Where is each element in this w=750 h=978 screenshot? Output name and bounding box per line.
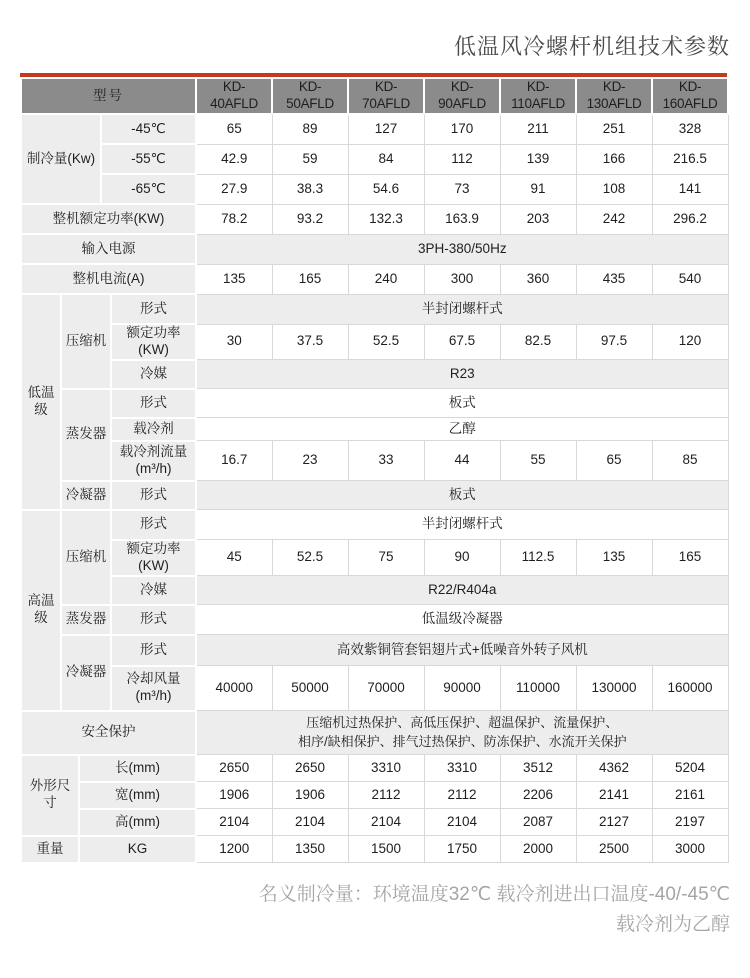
value-cell: 44 bbox=[424, 441, 500, 481]
footnote-line-2: 载冷剂为乙醇 bbox=[615, 913, 730, 935]
value-cell: 37.5 bbox=[272, 324, 348, 360]
value-cell: 139 bbox=[500, 144, 576, 174]
value-cell: 328 bbox=[652, 114, 728, 144]
value-cell: 251 bbox=[576, 114, 652, 144]
dimension-length-row bbox=[21, 755, 728, 782]
weight-row bbox=[21, 836, 728, 863]
row-label: 载冷剂 bbox=[111, 418, 196, 441]
value-cell: 2104 bbox=[196, 809, 272, 836]
value-cell: 112.5 bbox=[500, 540, 576, 576]
low-coolant-row bbox=[21, 418, 728, 441]
section-label: 冷凝器 bbox=[61, 635, 111, 711]
value-cell: 59 bbox=[272, 144, 348, 174]
value-cell: 166 bbox=[576, 144, 652, 174]
value-cell: 16.7 bbox=[196, 441, 272, 481]
value-cell: 33 bbox=[348, 441, 424, 481]
value-cell: 40000 bbox=[196, 666, 272, 711]
total-power-row bbox=[21, 204, 728, 234]
model-header-cell: KD-110AFLD bbox=[500, 78, 576, 114]
span-value-cell: 高效紫铜管套铝翅片式+低噪音外转子风机 bbox=[196, 635, 728, 666]
low-stage-label: 低温级 bbox=[21, 294, 61, 510]
row-label: 输入电源 bbox=[21, 234, 196, 264]
value-cell: 540 bbox=[652, 264, 728, 294]
value-cell: 2127 bbox=[576, 809, 652, 836]
row-label: 冷媒 bbox=[111, 576, 196, 605]
value-cell: 2104 bbox=[424, 809, 500, 836]
value-cell: 2650 bbox=[272, 755, 348, 782]
footnote bbox=[0, 880, 730, 940]
row-label: 形式 bbox=[111, 605, 196, 635]
value-cell: 2112 bbox=[348, 782, 424, 809]
span-value-cell: R23 bbox=[196, 360, 728, 389]
safety-line-2: 相序/缺相保护、排气过热保护、防冻保护、水流开关保护 bbox=[297, 733, 627, 749]
low-compressor-type-row bbox=[21, 294, 728, 324]
dimension-width-row bbox=[21, 782, 728, 809]
row-label: 冷媒 bbox=[111, 360, 196, 389]
span-value-cell: 乙醇 bbox=[196, 418, 728, 441]
value-cell: 2500 bbox=[576, 836, 652, 863]
value-cell: 120 bbox=[652, 324, 728, 360]
dimension-height-row bbox=[21, 809, 728, 836]
value-cell: 165 bbox=[272, 264, 348, 294]
row-label: 额定功率(KW) bbox=[111, 540, 196, 576]
high-condenser-airflow-row bbox=[21, 666, 728, 711]
value-cell: 170 bbox=[424, 114, 500, 144]
model-header-cell: KD-50AFLD bbox=[272, 78, 348, 114]
value-cell: 3310 bbox=[424, 755, 500, 782]
span-value-cell: 3PH-380/50Hz bbox=[196, 234, 728, 264]
value-cell: 70000 bbox=[348, 666, 424, 711]
row-label: 形式 bbox=[111, 635, 196, 666]
value-cell: 135 bbox=[196, 264, 272, 294]
high-compressor-type-row bbox=[21, 510, 728, 540]
value-cell: 1350 bbox=[272, 836, 348, 863]
low-condenser-type-row bbox=[21, 481, 728, 510]
span-value-cell: 板式 bbox=[196, 389, 728, 418]
value-cell: 2161 bbox=[652, 782, 728, 809]
high-evaporator-type-row bbox=[21, 605, 728, 635]
section-label: 冷凝器 bbox=[61, 481, 111, 510]
value-cell: 42.9 bbox=[196, 144, 272, 174]
safety-text-cell bbox=[196, 711, 728, 755]
value-cell: 65 bbox=[576, 441, 652, 481]
row-label: 高(mm) bbox=[79, 809, 196, 836]
value-cell: 160000 bbox=[652, 666, 728, 711]
footnote-line-1: 名义制冷量：环境温度32℃ 载冷剂进出口温度-40/-45℃ bbox=[258, 883, 730, 905]
value-cell: 84 bbox=[348, 144, 424, 174]
span-value-cell: 低温级冷凝器 bbox=[196, 605, 728, 635]
high-condenser-type-row bbox=[21, 635, 728, 666]
cooling-row-55 bbox=[21, 144, 728, 174]
value-cell: 1200 bbox=[196, 836, 272, 863]
value-cell: 211 bbox=[500, 114, 576, 144]
value-cell: 67.5 bbox=[424, 324, 500, 360]
page-title: 低温风冷螺杆机组技术参数 bbox=[453, 34, 730, 59]
high-refrigerant-row bbox=[21, 576, 728, 605]
value-cell: 2141 bbox=[576, 782, 652, 809]
section-label: 压缩机 bbox=[61, 294, 111, 389]
model-column-header: 型号 bbox=[21, 78, 196, 114]
low-coolant-flow-row bbox=[21, 441, 728, 481]
row-label: -55℃ bbox=[101, 144, 196, 174]
value-cell: 30 bbox=[196, 324, 272, 360]
total-current-row bbox=[21, 264, 728, 294]
table-header-row bbox=[21, 78, 728, 114]
value-cell: 2206 bbox=[500, 782, 576, 809]
value-cell: 3000 bbox=[652, 836, 728, 863]
value-cell: 65 bbox=[196, 114, 272, 144]
value-cell: 130000 bbox=[576, 666, 652, 711]
value-cell: 90 bbox=[424, 540, 500, 576]
model-header-cell: KD-40AFLD bbox=[196, 78, 272, 114]
span-value-cell: 半封闭螺杆式 bbox=[196, 510, 728, 540]
model-header-cell: KD-160AFLD bbox=[652, 78, 728, 114]
value-cell: 360 bbox=[500, 264, 576, 294]
value-cell: 203 bbox=[500, 204, 576, 234]
value-cell: 82.5 bbox=[500, 324, 576, 360]
value-cell: 112 bbox=[424, 144, 500, 174]
value-cell: 240 bbox=[348, 264, 424, 294]
value-cell: 2104 bbox=[348, 809, 424, 836]
low-evaporator-type-row bbox=[21, 389, 728, 418]
section-label: 蒸发器 bbox=[61, 605, 111, 635]
safety-row bbox=[21, 711, 728, 755]
cooling-capacity-label: 制冷量(Kw) bbox=[21, 114, 101, 204]
value-cell: 2650 bbox=[196, 755, 272, 782]
row-label: 形式 bbox=[111, 389, 196, 418]
weight-label: 重量 bbox=[21, 836, 79, 863]
value-cell: 141 bbox=[652, 174, 728, 204]
value-cell: 2197 bbox=[652, 809, 728, 836]
value-cell: 296.2 bbox=[652, 204, 728, 234]
value-cell: 55 bbox=[500, 441, 576, 481]
value-cell: 38.3 bbox=[272, 174, 348, 204]
row-label: 冷却风量 (m³/h) bbox=[111, 666, 196, 711]
row-label: 整机额定功率(KW) bbox=[21, 204, 196, 234]
value-cell: 45 bbox=[196, 540, 272, 576]
cooling-row-65 bbox=[21, 174, 728, 204]
section-label: 压缩机 bbox=[61, 510, 111, 605]
high-stage-label: 高温级 bbox=[21, 510, 61, 711]
span-value-cell: R22/R404a bbox=[196, 576, 728, 605]
row-label: 长(mm) bbox=[79, 755, 196, 782]
value-cell: 85 bbox=[652, 441, 728, 481]
value-cell: 110000 bbox=[500, 666, 576, 711]
value-cell: 3512 bbox=[500, 755, 576, 782]
value-cell: 73 bbox=[424, 174, 500, 204]
value-cell: 2000 bbox=[500, 836, 576, 863]
row-label: -45℃ bbox=[101, 114, 196, 144]
dimensions-label: 外形尺寸 bbox=[21, 755, 79, 836]
value-cell: 108 bbox=[576, 174, 652, 204]
row-label: 宽(mm) bbox=[79, 782, 196, 809]
value-cell: 90000 bbox=[424, 666, 500, 711]
value-cell: 97.5 bbox=[576, 324, 652, 360]
value-cell: 23 bbox=[272, 441, 348, 481]
row-label: 形式 bbox=[111, 510, 196, 540]
value-cell: 1906 bbox=[196, 782, 272, 809]
span-value-cell: 半封闭螺杆式 bbox=[196, 294, 728, 324]
value-cell: 165 bbox=[652, 540, 728, 576]
value-cell: 5204 bbox=[652, 755, 728, 782]
span-value-cell: 板式 bbox=[196, 481, 728, 510]
cooling-row-45 bbox=[21, 114, 728, 144]
value-cell: 2087 bbox=[500, 809, 576, 836]
value-cell: 2112 bbox=[424, 782, 500, 809]
value-cell: 52.5 bbox=[272, 540, 348, 576]
low-compressor-power-row bbox=[21, 324, 728, 360]
value-cell: 242 bbox=[576, 204, 652, 234]
row-label: -65℃ bbox=[101, 174, 196, 204]
value-cell: 27.9 bbox=[196, 174, 272, 204]
value-cell: 91 bbox=[500, 174, 576, 204]
value-cell: 89 bbox=[272, 114, 348, 144]
value-cell: 3310 bbox=[348, 755, 424, 782]
value-cell: 135 bbox=[576, 540, 652, 576]
value-cell: 78.2 bbox=[196, 204, 272, 234]
value-cell: 1750 bbox=[424, 836, 500, 863]
model-header-cell: KD-70AFLD bbox=[348, 78, 424, 114]
power-supply-row bbox=[21, 234, 728, 264]
value-cell: 435 bbox=[576, 264, 652, 294]
value-cell: 50000 bbox=[272, 666, 348, 711]
row-label: 额定功率(KW) bbox=[111, 324, 196, 360]
safety-line-1: 压缩机过热保护、高低压保护、超温保护、流量保护、 bbox=[306, 714, 619, 730]
value-cell: 2104 bbox=[272, 809, 348, 836]
value-cell: 1906 bbox=[272, 782, 348, 809]
section-label: 蒸发器 bbox=[61, 389, 111, 481]
value-cell: 75 bbox=[348, 540, 424, 576]
row-label: 整机电流(A) bbox=[21, 264, 196, 294]
value-cell: 163.9 bbox=[424, 204, 500, 234]
row-label: 载冷剂流量 (m³/h) bbox=[111, 441, 196, 481]
value-cell: 52.5 bbox=[348, 324, 424, 360]
value-cell: 1500 bbox=[348, 836, 424, 863]
row-label: 安全保护 bbox=[21, 711, 196, 755]
low-refrigerant-row bbox=[21, 360, 728, 389]
model-header-cell: KD-130AFLD bbox=[576, 78, 652, 114]
value-cell: 300 bbox=[424, 264, 500, 294]
value-cell: 54.6 bbox=[348, 174, 424, 204]
weight-unit-label: KG bbox=[79, 836, 196, 863]
value-cell: 93.2 bbox=[272, 204, 348, 234]
value-cell: 4362 bbox=[576, 755, 652, 782]
model-header-cell: KD-90AFLD bbox=[424, 78, 500, 114]
spec-table bbox=[20, 77, 729, 864]
value-cell: 216.5 bbox=[652, 144, 728, 174]
value-cell: 127 bbox=[348, 114, 424, 144]
value-cell: 132.3 bbox=[348, 204, 424, 234]
row-label: 形式 bbox=[111, 294, 196, 324]
high-compressor-power-row bbox=[21, 540, 728, 576]
row-label: 形式 bbox=[111, 481, 196, 510]
